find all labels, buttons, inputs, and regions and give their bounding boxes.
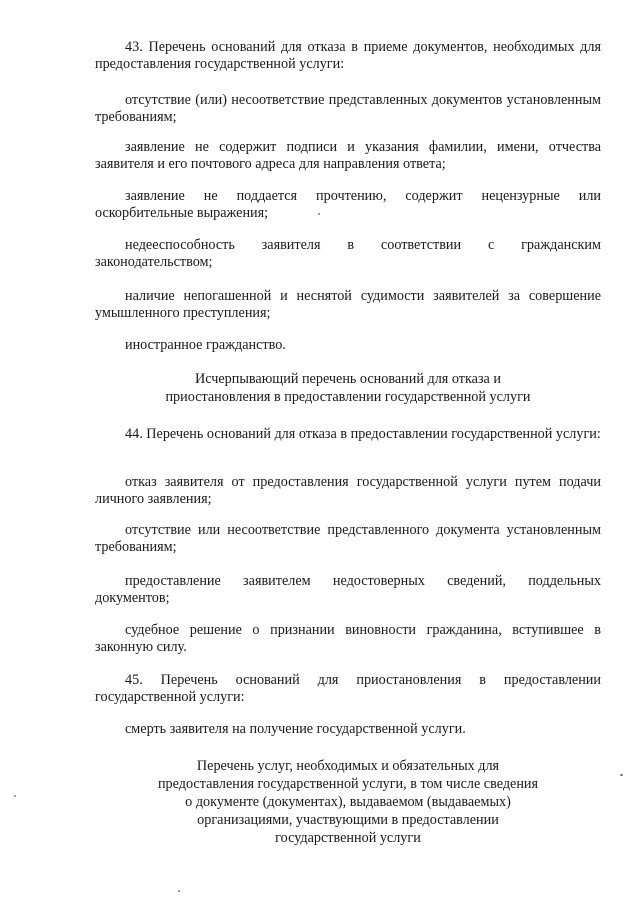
list-item: предоставление заявителем недостоверных сведений, поддельных документов;: [95, 573, 601, 606]
heading-line: организациями, участвующими в предоставлении: [197, 812, 499, 828]
paragraph-43: 43. Перечень оснований для отказа в приеме документов, необходимых для предоставления государственной услуги:: [95, 39, 601, 72]
list-item: недееспособность заявителя в соответствии с гражданским законодательством;: [95, 237, 601, 270]
section-heading-refusal-grounds: [95, 370, 601, 406]
heading-line: о документе (документах), выдаваемом (выдаваемых): [185, 794, 511, 810]
heading-line: Исчерпывающий перечень оснований для отказа и: [194, 371, 501, 387]
list-item: заявление не поддается прочтению, содержит нецензурные или оскорбительные выражения;: [95, 188, 601, 221]
scan-speck: [318, 213, 320, 215]
list-item: заявление не содержит подписи и указания фамилии, имени, отчества заявителя и его почтового адреса для направления ответа;: [95, 139, 601, 172]
list-item: отсутствие (или) несоответствие представленных документов установленным требованиям;: [95, 92, 601, 125]
paragraph-44: 44. Перечень оснований для отказа в предоставлении государственной услуги:: [125, 426, 601, 442]
heading-line: предоставления государственной услуги, в том числе сведения: [157, 776, 539, 792]
list-item: судебное решение о признании виновности гражданина, вступившее в законную силу.: [95, 622, 601, 655]
scan-speck: [14, 795, 16, 797]
list-item: иностранное гражданство.: [125, 337, 286, 353]
paragraph-45: 45. Перечень оснований для приостановления в предоставлении государственной услуги:: [95, 672, 601, 705]
list-item: наличие непогашенной и неснятой судимости заявителей за совершение умышленного преступления;: [95, 288, 601, 321]
list-item: смерть заявителя на получение государственной услуги.: [125, 721, 466, 737]
scan-speck: [178, 890, 180, 892]
scan-speck: [620, 774, 623, 776]
heading-line: Перечень услуг, необходимых и обязательных для: [196, 758, 500, 774]
list-item: отказ заявителя от предоставления государственной услуги путем подачи личного заявления;: [95, 474, 601, 507]
heading-line: государственной услуги: [275, 830, 421, 846]
list-item: отсутствие или несоответствие представленного документа установленным требованиям;: [95, 522, 601, 555]
section-heading-required-services: [95, 757, 601, 847]
heading-line: приостановления в предоставлении государственной услуги: [165, 389, 531, 405]
